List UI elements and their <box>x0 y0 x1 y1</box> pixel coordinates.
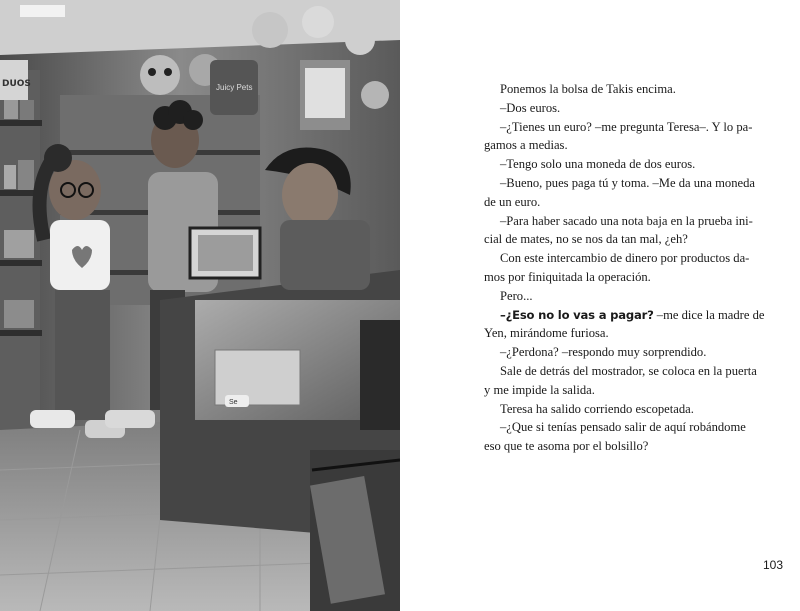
paragraph: –¿Perdona? –respondo muy sorprendido. <box>500 345 707 360</box>
paragraph: –Bueno, pues paga tú y toma. –Me da una moneda de un euro. <box>484 175 755 209</box>
svg-text:Se: Se <box>229 399 238 406</box>
paragraph: –¿Tienes un euro? –me pregunta Teresa–. Y lo pa- gamos a medias. <box>484 119 753 153</box>
page-number: 103 <box>762 558 783 572</box>
paragraph: –Dos euros. <box>500 100 561 115</box>
svg-text:Juicy Pets: Juicy Pets <box>216 83 253 92</box>
paragraph: Con este intercambio de dinero por productos da- mos por finiquitada la operación. <box>484 251 750 284</box>
paragraph: –Tengo solo una moneda de dos euros. <box>500 157 696 172</box>
svg-text:DUOS: DUOS <box>2 79 31 89</box>
paragraph: Ponemos la bolsa de Takis encima. <box>500 82 676 96</box>
shout-paragraph: –¿Eso no lo vas a pagar? –me dice la madre de Yen, mirándome furiosa. <box>484 307 765 341</box>
left-shelves <box>0 60 42 430</box>
paragraph: Sale de detrás del mostrador, se coloca en la puerta y me impide la salida. <box>484 363 757 397</box>
paragraph: –Para haber sacado una nota baja en la prueba ini- cial de mates, no se nos da tan mal, ¿eh? <box>484 213 753 247</box>
story-text <box>484 80 766 456</box>
paragraph: Teresa ha salido corriendo escopetada. <box>500 401 694 416</box>
paragraph: Pero... <box>500 288 533 303</box>
paragraph: –¿Que si tenías pensado salir de aquí robándome eso que te asoma por el bolsillo? <box>484 420 746 454</box>
text-page <box>400 0 800 611</box>
shouted-question: –¿Eso no lo vas a pagar? <box>500 307 654 322</box>
